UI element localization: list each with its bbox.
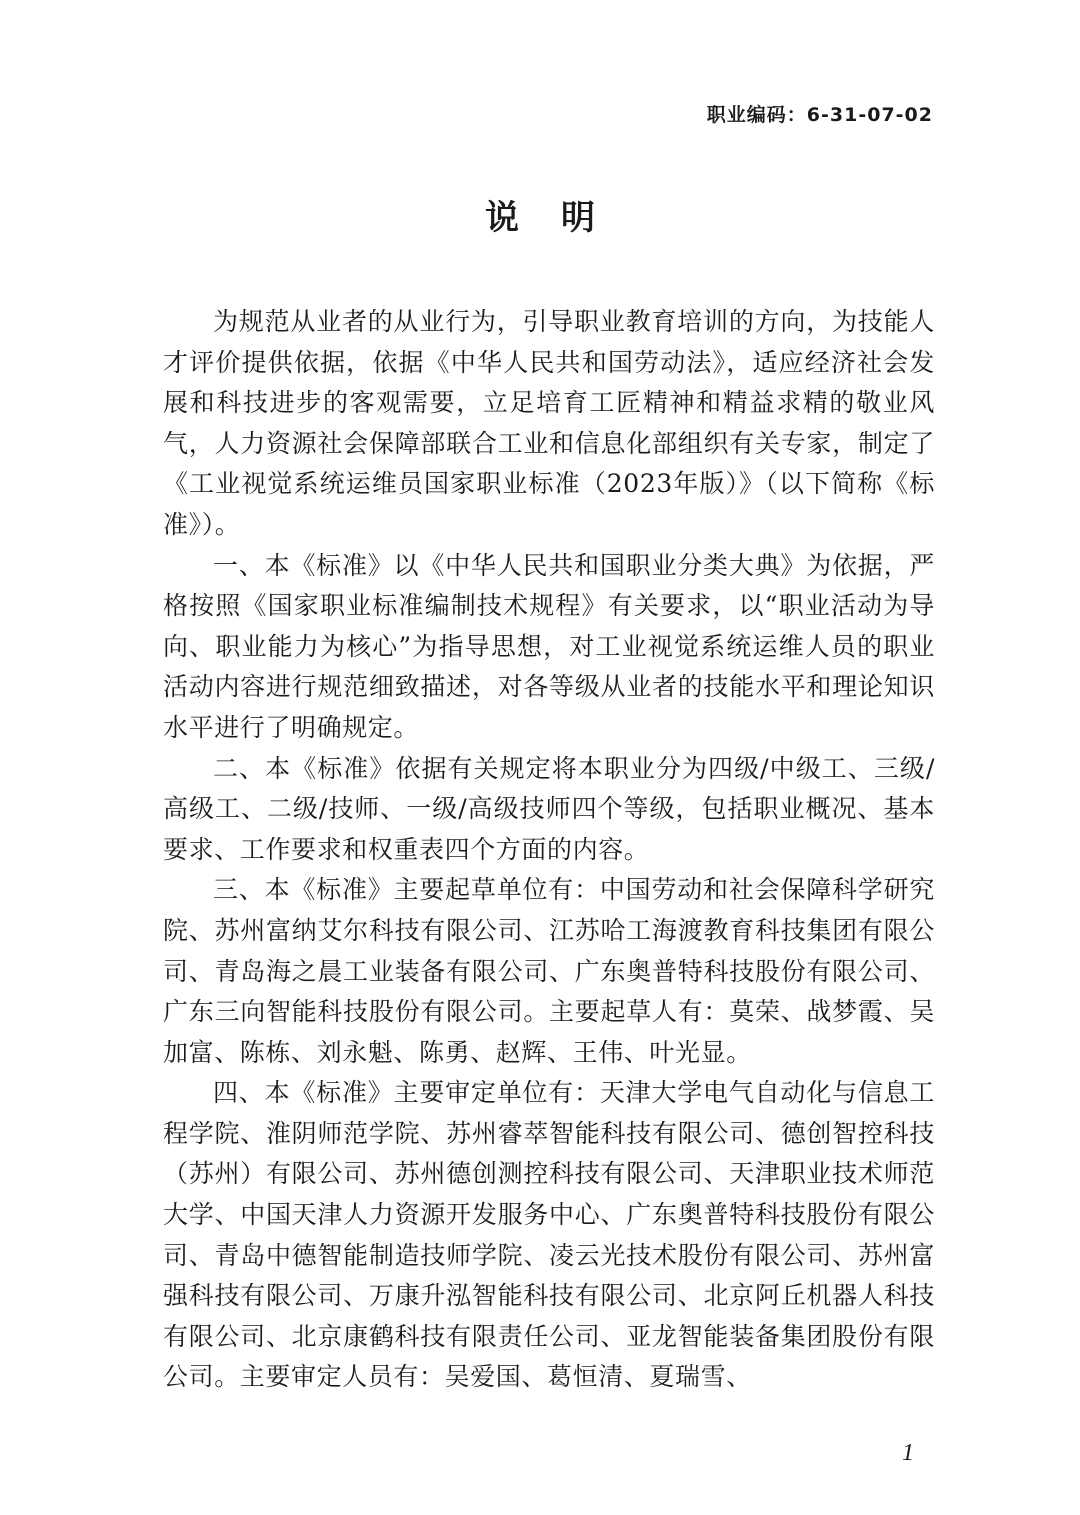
section-one-paragraph: 一、本《标准》以《中华人民共和国职业分类大典》为依据，严格按照《国家职业标准编制技术规程》有关要求，以“职业活动为导向、职业能力为核心”为指导思想，对工业视觉系统运维人员的职业活动内容进行规范细致描述，对各等级从业者的技能水平和理论知识水平进行了明确规定。 [163,550,935,742]
page-title: 说明 [485,198,637,238]
section-two-paragraph: 二、本《标准》依据有关规定将本职业分为四级/中级工、三级/高级工、二级/技师、一级/高级技师四个等级，包括职业概况、基本要求、工作要求和权重表四个方面的内容。 [163,753,935,864]
document-body [163,302,935,1398]
page-number: 1 [902,1440,914,1466]
intro-paragraph: 为规范从业者的从业行为，引导职业教育培训的方向，为技能人才评价提供依据，依据《中华人民共和国劳动法》，适应经济社会发展和科技进步的客观需要，立足培育工匠精神和精益求精的敬业风气，人力资源社会保障部联合工业和信息化部组织有关专家，制定了《工业视觉系统运维员国家职业标准（2023年版）》（以下简称《标准》）。 [163,307,935,539]
occupation-code: 职业编码：6-31-07-02 [706,104,933,126]
section-three-paragraph: 三、本《标准》主要起草单位有：中国劳动和社会保障科学研究院、苏州富纳艾尔科技有限公司、江苏哈工海渡教育科技集团有限公司、青岛海之晨工业装备有限公司、广东奥普特科技股份有限公司、广东三向智能科技股份有限公司。主要起草人有：莫荣、战梦霞、吴加富、陈栋、刘永魁、陈勇、赵辉、王伟、叶光显。 [163,875,935,1067]
section-four-paragraph: 四、本《标准》主要审定单位有：天津大学电气自动化与信息工程学院、淮阴师范学院、苏州睿萃智能科技有限公司、德创智控科技（苏州）有限公司、苏州德创测控科技有限公司、天津职业技术师范大学、中国天津人力资源开发服务中心、广东奥普特科技股份有限公司、青岛中德智能制造技师学院、凌云光技术股份有限公司、苏州富强科技有限公司、万康升泓智能科技有限公司、北京阿丘机器人科技有限公司、北京康鹤科技有限责任公司、亚龙智能装备集团股份有限公司。主要审定人员有：吴爱国、葛恒清、夏瑞雪、 [163,1078,935,1392]
